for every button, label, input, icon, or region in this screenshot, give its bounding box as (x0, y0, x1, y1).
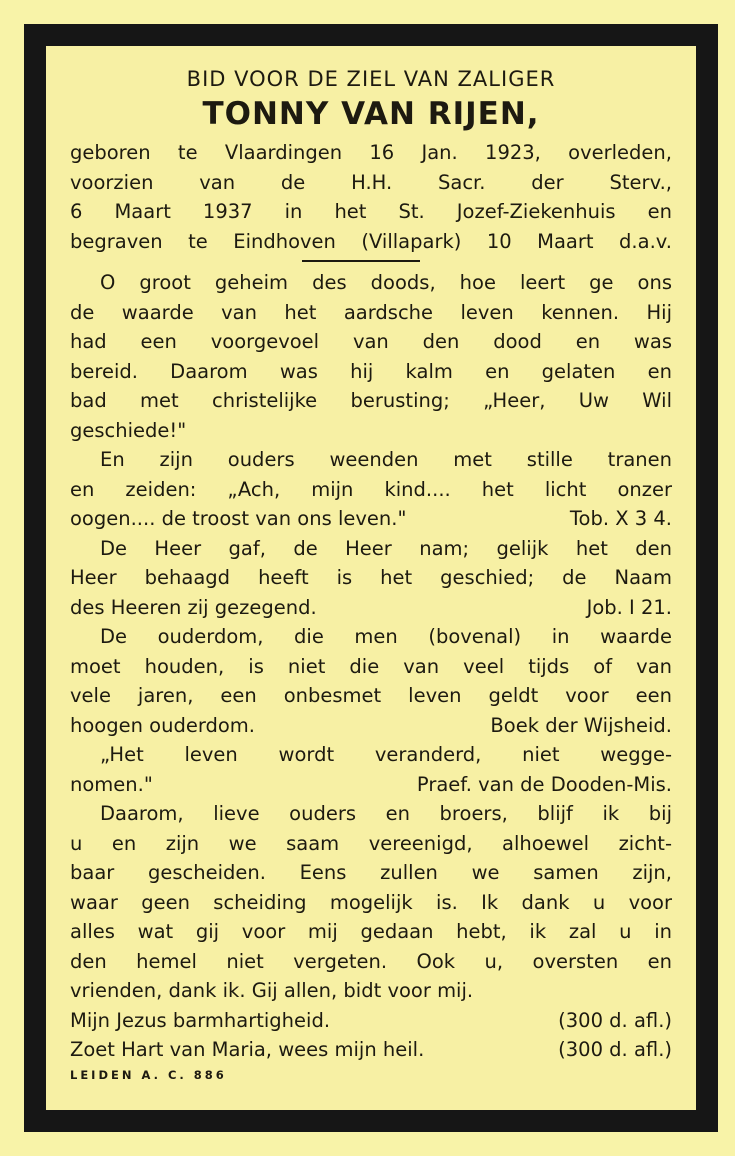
text-line: den hemel niet vergeten. Ook u, oversten en (70, 949, 672, 973)
bio-line: voorzien van de H.H. Sacr. der Sterv., (70, 170, 672, 194)
text-line: bereid. Daarom was hij kalm en gelaten en (70, 359, 672, 383)
paragraph-parents-tears (70, 445, 672, 534)
text-line: had een voorgevoel van den dood en was (70, 330, 672, 353)
text-line: vele jaren, een onbesmet leven geldt voor een (70, 684, 672, 707)
text-line-with-reference (70, 593, 672, 623)
divider-rule (302, 260, 420, 262)
text-fragment: oogen.... de troost van ons leven." (70, 507, 407, 530)
text-line: u en zijn we saam vereenigd, alhoewel zicht- (70, 831, 672, 855)
prayer-line (70, 1006, 672, 1036)
scripture-reference: Job. I 21. (586, 595, 672, 619)
prayer-heading: BID VOOR DE ZIEL VAN ZALIGER (186, 67, 556, 91)
text-line: en zeiden: „Ach, mijn kind.... het licht onzer (70, 477, 672, 501)
deceased-name: TONNY VAN RIJEN, (202, 96, 540, 132)
text-line: waar geen scheiding mogelijk is. Ik dank u voor (70, 890, 672, 914)
text-line-with-reference (70, 711, 672, 741)
paragraph-old-age (70, 622, 672, 740)
text-line: De ouderdom, die men (bovenal) in waarde (100, 625, 672, 648)
paragraph-life-changed (70, 740, 672, 799)
text-line: vrienden, dank ik. Gij allen, bidt voor mij. (70, 979, 474, 1002)
text-line: O groot geheim des doods, hoe leert ge ons (100, 271, 672, 294)
prayer-line (70, 1035, 672, 1065)
black-border-frame (24, 24, 718, 1132)
text-line: Daarom, lieve ouders en broers, blijf ik bij (100, 802, 672, 825)
scripture-reference: Tob. X 3 4. (569, 507, 672, 530)
text-fragment: des Heeren zij gezegend. (70, 595, 317, 619)
text-line: geschiede!" (70, 418, 187, 442)
text-fragment: hoogen ouderdom. (70, 713, 255, 737)
text-line: En zijn ouders weenden met stille tranen (100, 448, 672, 471)
prayer-text: Mijn Jezus barmhartigheid. (70, 1008, 331, 1032)
bio-line: geboren te Vlaardingen 16 Jan. 1923, overleden, (70, 141, 672, 164)
paragraph-job-quote (70, 534, 672, 623)
prayer-text: Zoet Hart van Maria, wees mijn heil. (70, 1038, 425, 1061)
indulgence-note: (300 d. afl.) (558, 1038, 672, 1061)
text-line: De Heer gaf, de Heer nam; gelijk het den (100, 536, 672, 560)
paragraph-farewell (70, 799, 672, 1006)
text-line: „Het leven wordt veranderd, niet wegge- (100, 743, 672, 766)
text-line: baar gescheiden. Eens zullen we samen zijn, (70, 861, 672, 884)
bio-line: 6 Maart 1937 in het St. Jozef-Ziekenhuis en (70, 200, 672, 223)
indulgence-note: (300 d. afl.) (558, 1008, 672, 1032)
memorial-card (46, 46, 696, 1110)
text-line: moet houden, is niet die van veel tijds of van (70, 654, 672, 678)
text-line: de waarde van het aardsche leven kennen. Hij (70, 300, 672, 324)
text-line-with-reference (70, 770, 672, 800)
text-line-with-reference (70, 504, 672, 534)
text-line: Heer behaagd heeft is het geschied; de Naam (70, 566, 672, 589)
text-line: alles wat gij voor mij gedaan hebt, ik zal u in (70, 920, 672, 943)
text-fragment: nomen." (70, 772, 153, 796)
printer-imprint: LEIDEN A. C. 886 (70, 1067, 227, 1082)
biography (70, 138, 672, 256)
scripture-reference: Boek der Wijsheid. (490, 713, 672, 737)
text-line: bad met christelijke berusting; „Heer, Uw Wil (70, 389, 672, 412)
ejaculatory-prayers (70, 1006, 672, 1065)
scripture-reference: Praef. van de Dooden-Mis. (416, 772, 672, 796)
paragraph-death-mystery (70, 268, 672, 445)
bio-line: begraven te Eindhoven (Villapark) 10 Maart d.a.v. (70, 229, 672, 253)
